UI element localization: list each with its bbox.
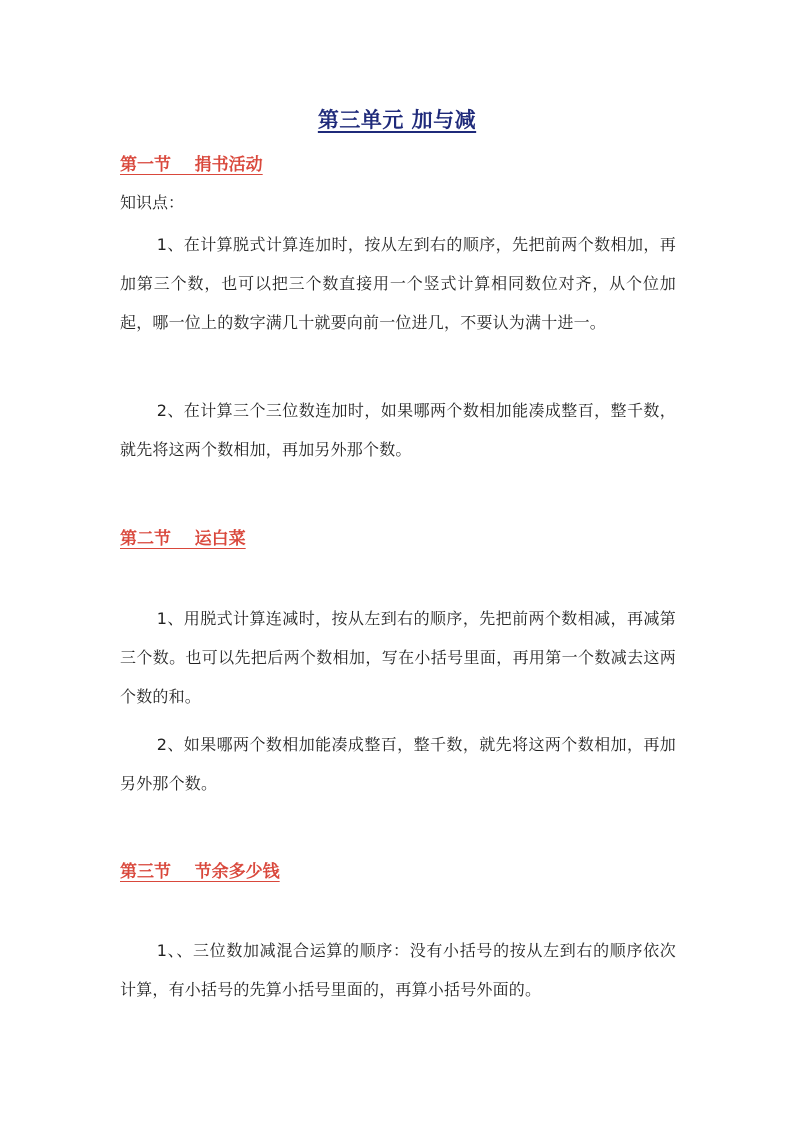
knowledge-points-label: 知识点： (120, 193, 185, 212)
section-1-paragraph-1: 1、在计算脱式计算连加时，按从左到右的顺序，先把前两个数相加，再加第三个数，也可以把三个数直接用一个竖式计算相同数位对齐，从个位加起，哪一位上的数字满几十就要向前一位进几，不要认为满十进一。 (120, 235, 676, 332)
section-heading-2: 第二节 运白菜 (120, 529, 246, 549)
section-1-paragraph-2: 2、在计算三个三位数连加时，如果哪两个数相加能凑成整百，整千数，就先将这两个数相加，再加另外那个数。 (120, 401, 676, 459)
section-2-paragraph-1: 1、用脱式计算连减时，按从左到右的顺序，先把前两个数相减，再减第三个数。也可以先把后两个数相加，写在小括号里面，再用第一个数减去这两个数的和。 (120, 609, 676, 706)
page-title: 第三单元 加与减 (317, 108, 477, 132)
section-2-paragraph-2: 2、如果哪两个数相加能凑成整百，整千数，就先将这两个数相加，再加另外那个数。 (120, 735, 676, 793)
section-heading-3: 第三节 节余多少钱 (120, 862, 280, 882)
section-heading-1: 第一节 捐书活动 (120, 155, 263, 175)
section-3-paragraph-1: 1、、三位数加减混合运算的顺序：没有小括号的按从左到右的顺序依次计算，有小括号的先算小括号里面的，再算小括号外面的。 (120, 941, 676, 999)
